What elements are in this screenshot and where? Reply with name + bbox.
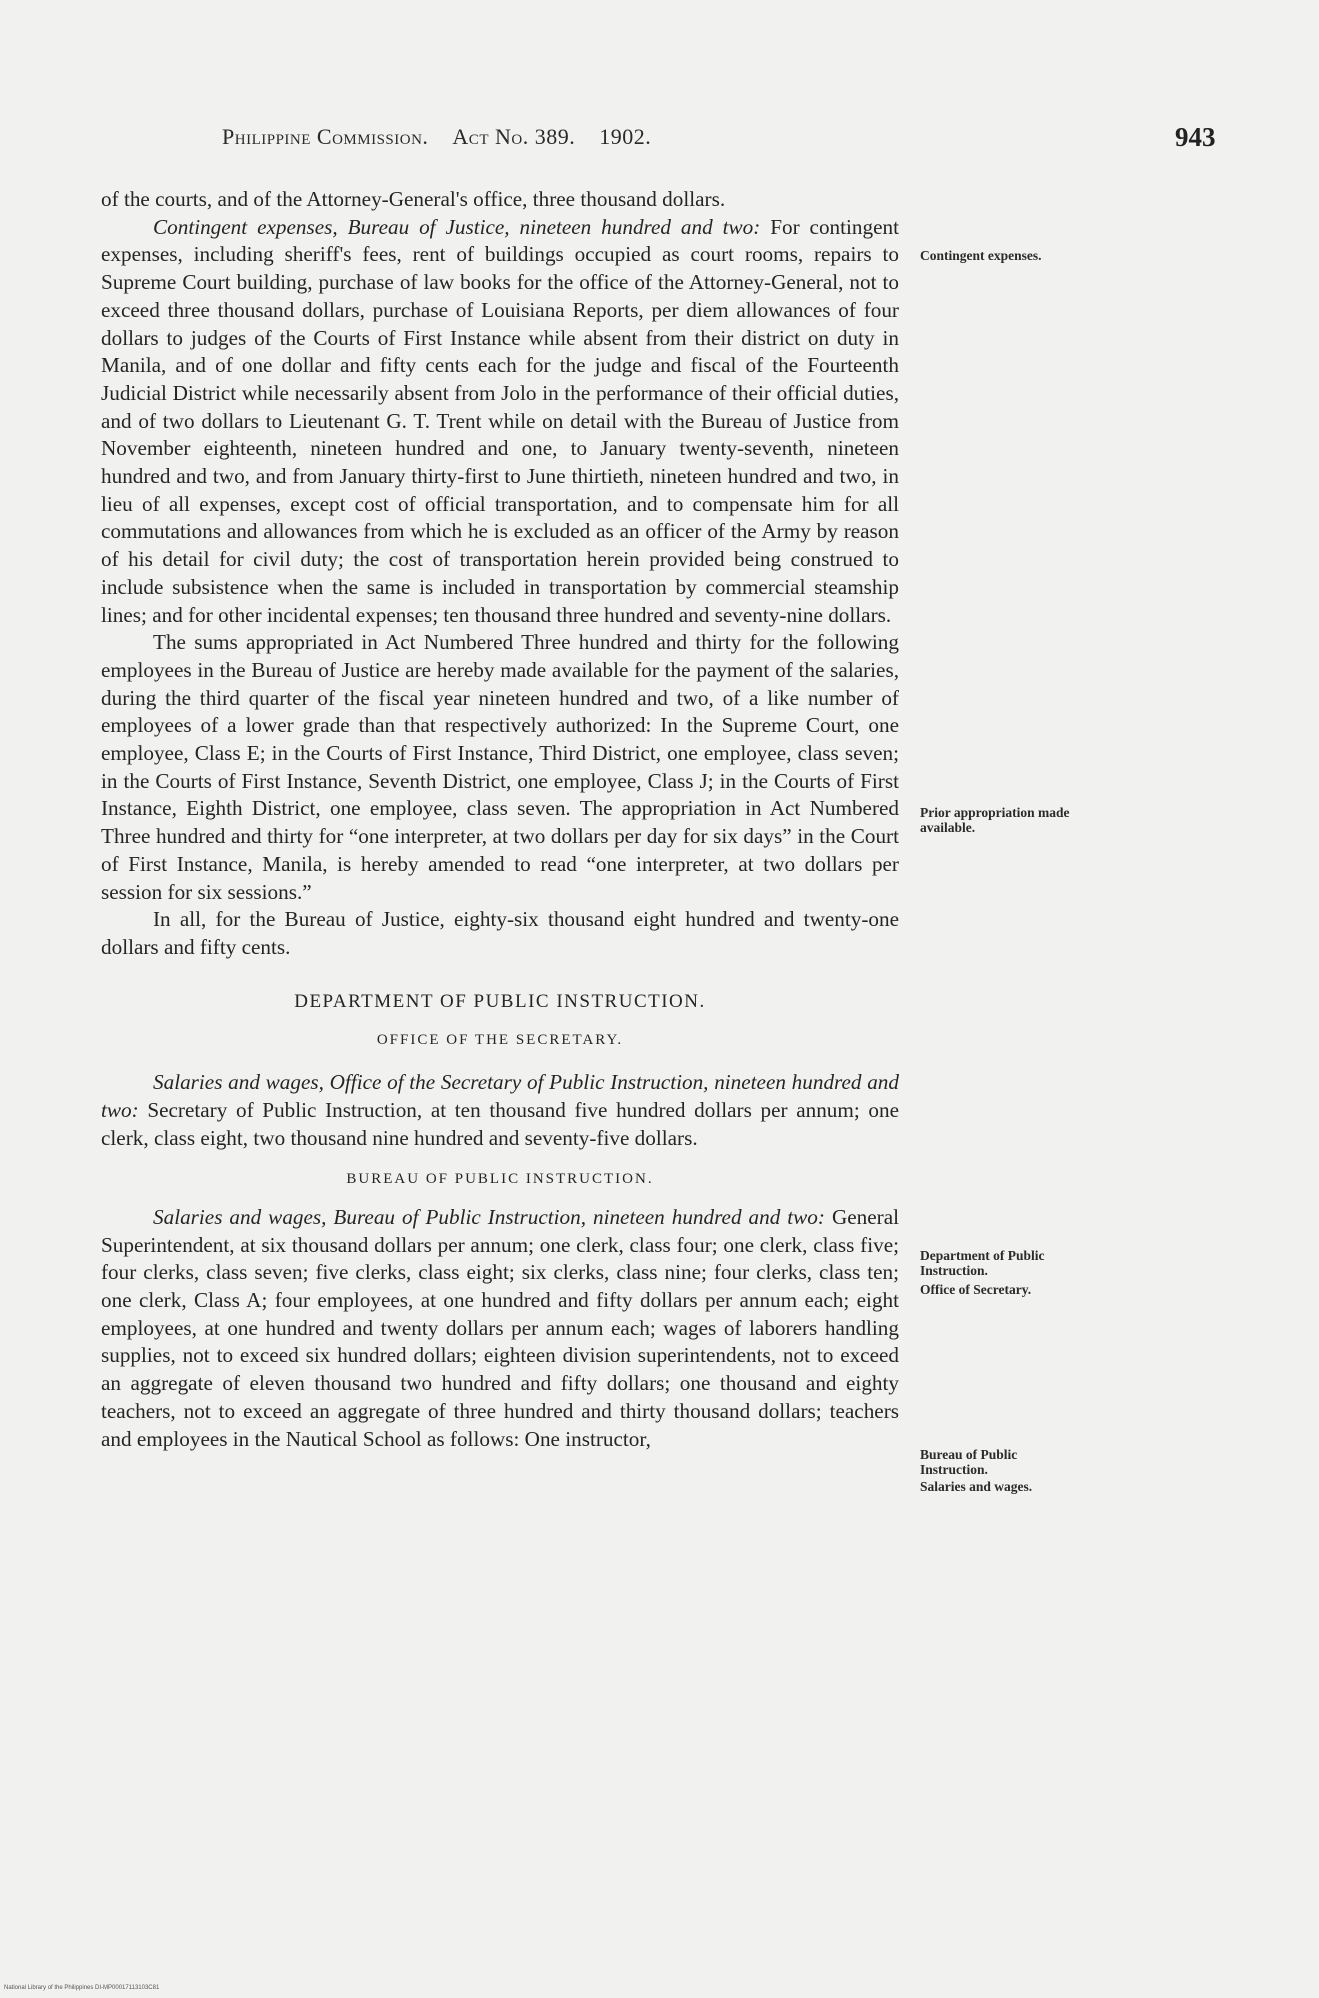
paragraph-continuation: of the courts, and of the Attorney-General's office, three thousand dollars. [101,187,726,211]
page-number: 943 [1175,122,1216,152]
running-head-year: 1902. [599,124,652,149]
paragraph-body: Secretary of Public Instruction, at ten thousand five hundred dollars per annum; one clerk, class eight, two thousand nine hundred and seventy-five dollars. [101,1097,899,1150]
margin-note-salaries: Salaries and wages. [920,1479,1033,1494]
running-head-commission: Philippine Commission. [222,124,429,149]
paragraph-office-salaries [101,1069,899,1152]
paragraph-prior-appropriation: The sums appropriated in Act Numbered Three hundred and thirty for the following employees in the Bureau of Justice are hereby made available for the payment of the salaries, during the third quarter of the fiscal year nineteen hundred and two, of a like number of employees of a lower grade than that respectively authorized: In the Supreme Court, one employee, Class E; in the Courts of First Instance, Third District, one employee, class seven; in the Courts of First Instance, Seventh District, one employee, Class J; in the Courts of First Instance, Eighth District, one employee, class seven. The appropriation in Act Numbered Three hundred and thirty for “one interpreter, at two dollars per day for six days” in the Court of First Instance, Manila, is hereby amended to read “one interpreter, at two dollars per session for six sessions.” [101,630,899,904]
margin-note-prior: Prior appropriation made available. [920,805,1070,835]
running-head-act: Act No. 389. [452,124,576,149]
paragraph-lead: Salaries and wages, Bureau of Public Instruction, nineteen hundred and two: [153,1204,825,1229]
margin-note-department: Department of Public Instruction. [920,1248,1045,1278]
paragraph-body: For contingent expenses, including sheriff's fees, rent of buildings occupied as court rooms, repairs to Supreme Court building, purchase of law books for the office of the Attorney-General, not to exceed three thousand dollars, purchase of Louisiana Reports, per diem allowances of four dollars to judges of the Courts of First Instance while absent from their district on duty in Manila, and of one dollar and fifty cents each for the judge and fiscal of the Fourteenth Judicial District while necessarily absent from Jolo in the performance of their official duties, and of two dollars to Lieutenant G. T. Trent while on detail with the Bureau of Justice from November eighteenth, nineteen hundred and one, to January twenty-seventh, nineteen hundred and two, and from January thirty-first to June thirtieth, nineteen hundred and two, in lieu of all expenses, except cost of official transportation, and to compensate him for all commutations and allowances from which he is excluded as an officer of the Army by reason of his detail for civil duty; the cost of transportation herein provided being construed to include subsistence when the same is included in transportation by commercial steamship lines; and for other incidental expenses; ten thousand three hundred and seventy-nine dollars. [101,214,899,627]
paragraph-total: In all, for the Bureau of Justice, eighty-six thousand eight hundred and twenty-one dollars and fifty cents. [101,907,899,959]
department-heading: DEPARTMENT OF PUBLIC INSTRUCTION. [294,990,706,1012]
margin-note-contingent: Contingent expenses. [920,248,1042,263]
paragraph-bureau-salaries [101,1204,899,1453]
office-heading: OFFICE OF THE SECRETARY. [376,1032,624,1049]
paragraph-body: General Superintendent, at six thousand dollars per annum; one clerk, class four; one clerk, class five; four clerks, class seven; five clerks, class eight; six clerks, class nine; four clerks, class ten; one clerk, Class A; four employees, at one hundred and fifty dollars per annum each; eight employees, at one hundred and twenty dollars per annum each; wages of laborers handling supplies, not to exceed six hundred dollars; eighteen division superintendents, not to exceed an aggregate of eleven thousand two hundred and fifty dollars; one thousand and eighty teachers, not to exceed an aggregate of three hundred and thirty thousand dollars; teachers and employees in the Nautical School as follows: One instructor, [101,1204,899,1451]
paragraph-lead: Contingent expenses, Bureau of Justice, nineteen hundred and two: [153,214,761,239]
paragraph-contingent-expenses [101,214,899,630]
archive-stamp: National Library of the Philippines DI-MP00017113103C81 [4,1985,160,1991]
bureau-heading: BUREAU OF PUBLIC INSTRUCTION. [346,1171,654,1188]
margin-note-bureau: Bureau of Public Instruction. [920,1447,1018,1477]
running-head [222,124,802,150]
paragraph-lead: Salaries and wages, Office of the Secretary of Public Instruction, nineteen hundred and two: [101,1070,899,1122]
main-text [101,186,899,1453]
margin-note-office: Office of Secretary. [920,1282,1032,1297]
